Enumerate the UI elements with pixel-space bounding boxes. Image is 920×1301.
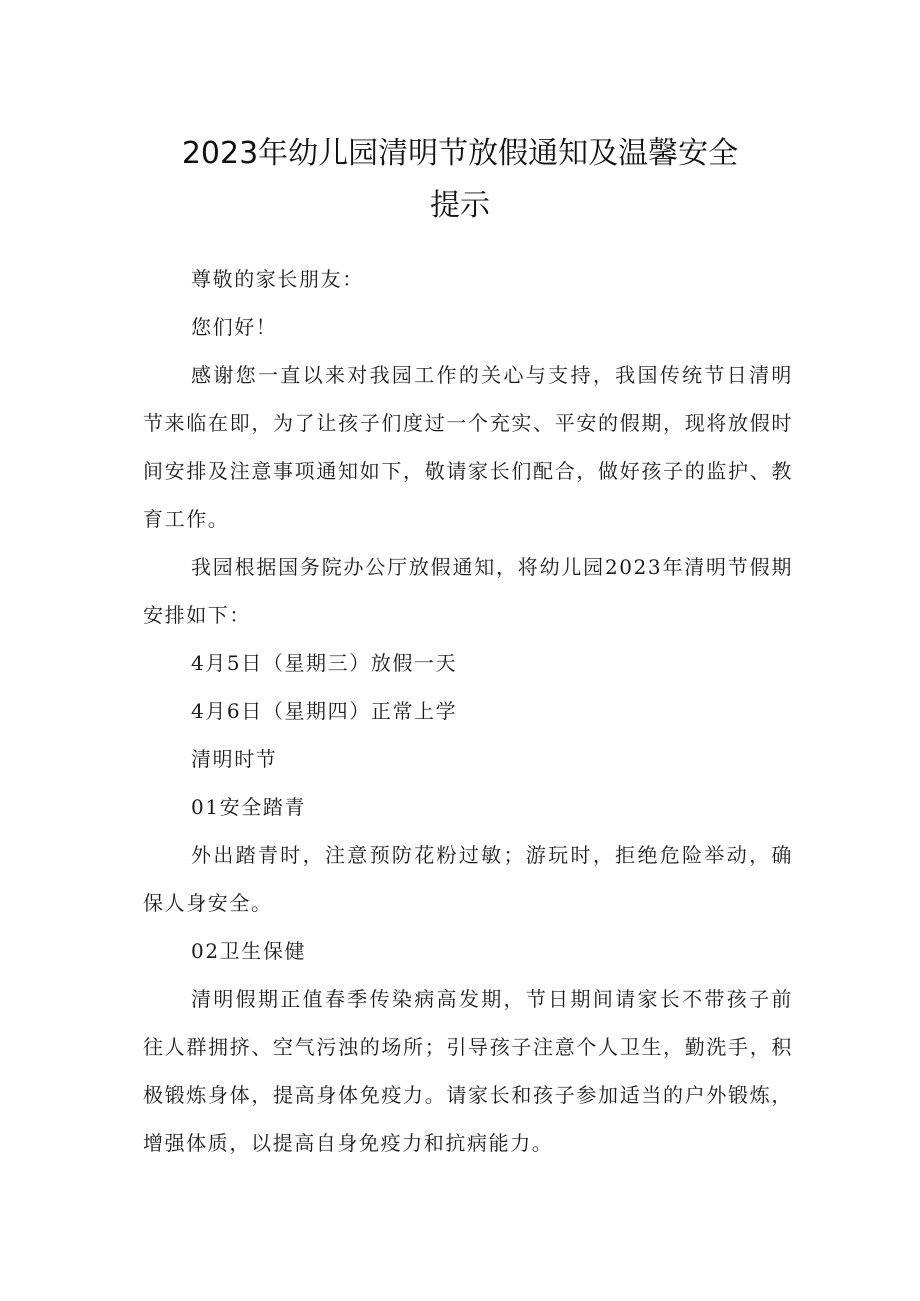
greeting: 您们好！ [191,315,278,339]
salutation: 尊敬的家长朋友： [191,267,364,291]
section-heading: 清明时节 [191,747,278,771]
schedule-intro: 我园根据国务院办公厅放假通知，将幼儿园2023年清明节假期安排如下： [143,555,793,627]
tip-body-safety: 外出踏青时，注意预防花粉过敏；游玩时，拒绝危险举动，确保人身安全。 [143,843,793,915]
title-line-1: 2023年幼儿园清明节放假通知及温馨安全 [181,136,739,171]
title-line-2: 提示 [430,188,490,223]
document-body [143,255,793,1167]
tip-heading-health: 02卫生保健 [191,939,307,963]
document-title [140,128,780,232]
intro-paragraph: 感谢您一直以来对我园工作的关心与支持，我国传统节日清明节来临在即，为了让孩子们度过一个充实、平安的假期，现将放假时间安排及注意事项通知如下，敬请家长们配合，做好孩子的监护、教育工作。 [143,363,793,531]
tip-heading-safety: 01安全踏青 [191,795,307,819]
schedule-item-school: 4月6日（星期四）正常上学 [191,699,458,723]
tip-body-health: 清明假期正值春季传染病高发期，节日期间请家长不带孩子前往人群拥挤、空气污浊的场所；引导孩子注意个人卫生，勤洗手，积极锻炼身体，提高身体免疫力。请家长和孩子参加适当的户外锻炼，增强体质，以提高自身免疫力和抗病能力。 [143,987,793,1155]
schedule-item-holiday: 4月5日（星期三）放假一天 [191,651,458,675]
